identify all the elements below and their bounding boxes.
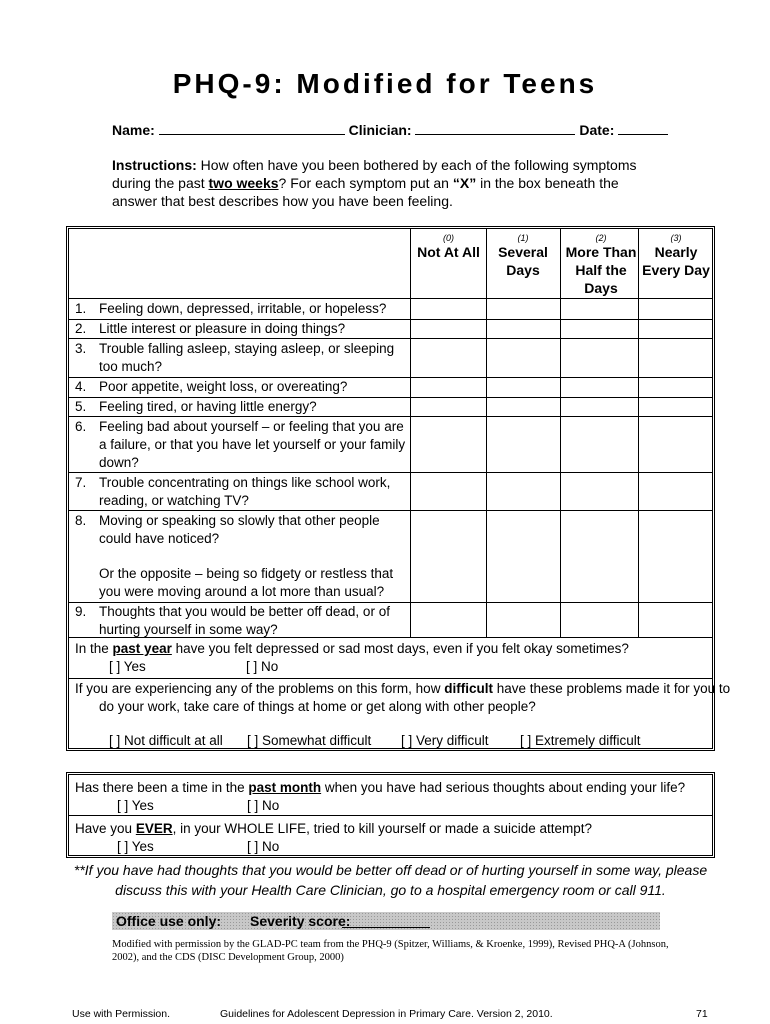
difficulty-text-1: If you are experiencing any of the problems on this form, how bbox=[75, 681, 441, 696]
answer-cell-q5-0[interactable] bbox=[411, 398, 486, 416]
column-score: (3) bbox=[670, 233, 682, 243]
footer-left: Use with Permission. bbox=[72, 1008, 171, 1020]
suicide-q2-text-2: , in your WHOLE LIFE, tried to kill yourself or made a suicide attempt? bbox=[172, 821, 592, 836]
answer-cell-q5-1[interactable] bbox=[487, 398, 560, 416]
column-label: More Than Half the Days bbox=[565, 244, 637, 296]
question-number: 7. bbox=[75, 475, 87, 490]
question-number: 9. bbox=[75, 604, 87, 619]
office-use-label: Office use only: bbox=[116, 913, 222, 929]
answer-cell-q3-0[interactable] bbox=[411, 339, 486, 377]
suicide-q2-emphasis: EVER bbox=[135, 821, 173, 836]
name-field[interactable] bbox=[159, 122, 345, 135]
past-year-emphasis: past year bbox=[112, 641, 172, 656]
answer-cell-q9-3[interactable] bbox=[639, 603, 713, 637]
page-title: PHQ-9: Modified for Teens bbox=[172, 68, 598, 99]
question-text: Trouble concentrating on things like school work, reading, or watching TV? bbox=[99, 475, 391, 508]
date-label: Date: bbox=[579, 122, 615, 138]
question-text: Thoughts that you would be better off dead, or of hurting yourself in some way? bbox=[99, 604, 390, 637]
answer-cell-q1-0[interactable] bbox=[411, 299, 486, 319]
question-number: 6. bbox=[75, 419, 87, 434]
answer-cell-q2-2[interactable] bbox=[561, 320, 638, 338]
question-number: 2. bbox=[75, 321, 87, 336]
footer-center: Guidelines for Adolescent Depression in Primary Care. Version 2, 2010. bbox=[220, 1008, 553, 1020]
answer-cell-q9-0[interactable] bbox=[411, 603, 486, 637]
column-score: (2) bbox=[595, 233, 607, 243]
suicide-q2-yes[interactable]: [ ] Yes bbox=[117, 839, 154, 854]
answer-cell-q6-2[interactable] bbox=[561, 417, 638, 472]
question-number: 1. bbox=[75, 301, 87, 316]
column-label: Not At All bbox=[417, 244, 480, 260]
question-number: 8. bbox=[75, 513, 87, 528]
past-year-no[interactable]: [ ] No bbox=[246, 659, 279, 674]
suicide-questions-box bbox=[66, 772, 715, 858]
column-score: (0) bbox=[443, 233, 454, 243]
answer-cell-q7-0[interactable] bbox=[411, 473, 486, 510]
answer-cell-q7-1[interactable] bbox=[487, 473, 560, 510]
answer-cell-q8-0[interactable] bbox=[411, 511, 486, 602]
page-number: 71 bbox=[696, 1008, 708, 1020]
suicide-q1-yes[interactable]: [ ] Yes bbox=[117, 798, 154, 813]
question-text: Trouble falling asleep, staying asleep, or sleeping too much? bbox=[99, 341, 395, 374]
difficulty-option-not[interactable]: [ ] Not difficult at all bbox=[109, 733, 223, 748]
suicide-q1-text-2: when you have had serious thoughts about ending your life? bbox=[324, 780, 686, 795]
answer-cell-q3-2[interactable] bbox=[561, 339, 638, 377]
answer-cell-q8-1[interactable] bbox=[487, 511, 560, 602]
suicide-question-1 bbox=[75, 779, 685, 797]
suicide-q1-emphasis: past month bbox=[248, 780, 322, 795]
answer-cell-q6-0[interactable] bbox=[411, 417, 486, 472]
difficulty-option-extremely[interactable]: [ ] Extremely difficult bbox=[520, 733, 641, 748]
answer-cell-q4-0[interactable] bbox=[411, 378, 486, 397]
clinician-label: Clinician: bbox=[348, 122, 412, 138]
question-text: Feeling tired, or having little energy? bbox=[99, 399, 317, 414]
credit-text: Modified with permission by the GLAD-PC team from the PHQ-9 (Spitzer, Williams, & Kroenke, 1999), Revised PHQ-A (Johnson, 2002), and the CDS (DISC Development Group, 2000) bbox=[112, 939, 669, 963]
past-year-text-1: In the bbox=[75, 641, 109, 656]
suicide-q2-text-1: Have you bbox=[75, 821, 133, 836]
answer-cell-q5-3[interactable] bbox=[639, 398, 713, 416]
severity-score-label: Severity score: bbox=[250, 913, 351, 929]
question-text: Little interest or pleasure in doing things? bbox=[99, 321, 346, 336]
suicide-q2-no[interactable]: [ ] No bbox=[247, 839, 280, 854]
answer-cell-q6-1[interactable] bbox=[487, 417, 560, 472]
severity-score-field[interactable] bbox=[342, 914, 430, 928]
column-header-more-than-half bbox=[565, 233, 637, 297]
clinician-field[interactable] bbox=[415, 122, 575, 135]
instructions-label: Instructions: bbox=[112, 157, 197, 173]
column-label: Nearly Every Day bbox=[642, 244, 710, 278]
answer-cell-q8-2[interactable] bbox=[561, 511, 638, 602]
past-year-yes[interactable]: [ ] Yes bbox=[109, 659, 146, 674]
question-text: Poor appetite, weight loss, or overeating? bbox=[99, 379, 348, 394]
question-text: Feeling bad about yourself – or feeling that you are a failure, or that you have let yourself or your family down? bbox=[99, 419, 406, 470]
answer-cell-q2-0[interactable] bbox=[411, 320, 486, 338]
suicide-question-2 bbox=[75, 820, 592, 838]
office-use-bar bbox=[112, 912, 660, 930]
suicide-q1-no[interactable]: [ ] No bbox=[247, 798, 280, 813]
question-number: 5. bbox=[75, 399, 87, 414]
column-header-nearly-every-day bbox=[639, 233, 713, 279]
answer-cell-q4-2[interactable] bbox=[561, 378, 638, 397]
answer-cell-q4-1[interactable] bbox=[487, 378, 560, 397]
answer-cell-q3-1[interactable] bbox=[487, 339, 560, 377]
answer-cell-q7-3[interactable] bbox=[639, 473, 713, 510]
question-text-alt: Or the opposite – being so fidgety or restless that you were moving around a lot more than usual? bbox=[99, 566, 394, 599]
difficulty-option-very[interactable]: [ ] Very difficult bbox=[401, 733, 489, 748]
column-header-several-days bbox=[491, 233, 555, 279]
answer-cell-q3-3[interactable] bbox=[639, 339, 713, 377]
name-label: Name: bbox=[112, 122, 155, 138]
emergency-note: **If you have had thoughts that you would be better off dead or of hurting yourself in some way, please discuss this with your Health Care Clinician, go to a hospital emergency room or call 911. bbox=[73, 862, 708, 898]
answer-cell-q1-2[interactable] bbox=[561, 299, 638, 319]
question-number: 3. bbox=[75, 341, 87, 356]
instructions-text-2: ? For each symptom put an bbox=[278, 175, 449, 191]
answer-cell-q6-3[interactable] bbox=[639, 417, 713, 472]
difficulty-text-2: have these problems made it for you to bbox=[496, 681, 731, 696]
instructions bbox=[112, 156, 652, 210]
past-year-question bbox=[75, 640, 629, 658]
answer-cell-q2-3[interactable] bbox=[639, 320, 713, 338]
difficulty-emphasis: difficult bbox=[444, 681, 493, 696]
question-text: Moving or speaking so slowly that other people could have noticed? bbox=[99, 513, 380, 546]
symptom-table bbox=[66, 226, 731, 751]
question-number: 4. bbox=[75, 379, 87, 394]
header-fields bbox=[112, 122, 668, 138]
column-score: (1) bbox=[517, 233, 529, 243]
answer-cell-q8-3[interactable] bbox=[639, 511, 713, 602]
answer-cell-q9-2[interactable] bbox=[561, 603, 638, 637]
suicide-q1-text-1: Has there been a time in the bbox=[75, 780, 245, 795]
column-label: Several Days bbox=[498, 244, 548, 278]
question-text: Feeling down, depressed, irritable, or hopeless? bbox=[99, 301, 387, 316]
answer-cell-q2-1[interactable] bbox=[487, 320, 560, 338]
answer-cell-q9-1[interactable] bbox=[487, 603, 560, 637]
column-header-not-at-all bbox=[411, 233, 486, 261]
difficulty-text-line2: do your work, take care of things at home or get along with other people? bbox=[99, 699, 536, 714]
answer-cell-q5-2[interactable] bbox=[561, 398, 638, 416]
answer-cell-q1-3[interactable] bbox=[639, 299, 713, 319]
date-field[interactable] bbox=[618, 122, 668, 135]
instructions-x-mark: “X” bbox=[452, 175, 477, 191]
past-year-text-2: have you felt depressed or sad most days, even if you felt okay sometimes? bbox=[175, 641, 629, 656]
instructions-text-3: in the box beneath the answer that best describes how you have been feeling. bbox=[112, 175, 619, 209]
answer-cell-q7-2[interactable] bbox=[561, 473, 638, 510]
difficulty-question bbox=[75, 680, 730, 698]
instructions-emphasis: two weeks bbox=[208, 175, 279, 191]
answer-cell-q4-3[interactable] bbox=[639, 378, 713, 397]
answer-cell-q1-1[interactable] bbox=[487, 299, 560, 319]
instructions-text-1: How often have you been bothered by each of the following symptoms during the past bbox=[112, 157, 637, 191]
difficulty-option-somewhat[interactable]: [ ] Somewhat difficult bbox=[247, 733, 372, 748]
